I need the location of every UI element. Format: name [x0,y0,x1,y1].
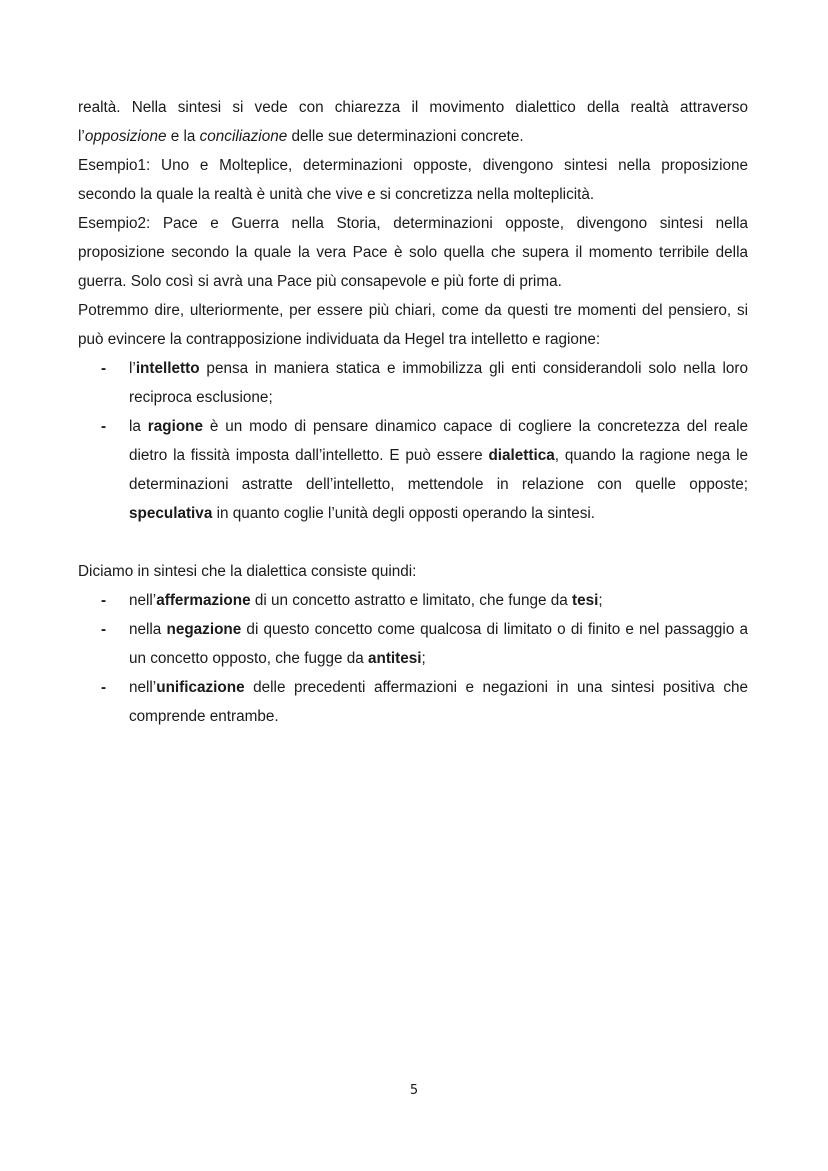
paragraph-example-1: Esempio1: Uno e Molteplice, determinazioni opposte, divengono sintesi nella proposizione secondo la quale la realtà è unità che vive e si concretizza nella molteplicità. [78,157,748,203]
bold-ragione: ragione [147,418,204,435]
dash-bullet: - [101,679,107,696]
bold-negazione: negazione [166,621,242,638]
dash-bullet: - [101,360,107,377]
text-span: realtà. Nella sintesi si vede con chiarezza il movimento dialettico della realtà attraverso l’ [78,99,748,145]
text-span: e la [166,128,200,145]
paragraph-example-2: Esempio2: Pace e Guerra nella Storia, determinazioni opposte, divengono sintesi nella proposizione secondo la quale la vera Pace è solo quella che supera il momento terribile della guerra. Solo così si avrà una Pace più consapevole e più forte di prima. [78,215,748,290]
text-span: delle sue determinazioni concrete. [287,128,524,145]
bold-speculativa: speculativa [129,505,213,522]
italic-conciliazione: conciliazione [199,128,288,145]
text-span: delle precedenti affermazioni e negazioni in una sintesi positiva che comprende entrambe. [129,679,748,725]
bold-antitesi: antitesi [367,650,422,667]
list-intellect-reason [78,354,748,528]
text-span: di un concetto astratto e limitato, che funge da [250,592,573,609]
dash-bullet: - [101,592,107,609]
list-dialectic-moments [78,586,748,731]
text-span: l’ [129,360,136,377]
text-span: in quanto coglie l’unità degli opposti operando la sintesi. [212,505,596,522]
text-span: ; [421,650,426,667]
text-span: la [129,418,148,435]
text-span: nella [129,621,167,638]
paragraph-intellect-reason: Potremmo dire, ulteriormente, per essere più chiari, come da questi tre momenti del pensiero, si può evincere la contrapposizione individuata da Hegel tra intelletto e ragione: [78,302,748,348]
text-span: , quando la ragione nega le determinazioni astratte dell’intelletto, mettendole in relazione con quelle opposte; [129,447,748,493]
italic-opposizione: opposizione [84,128,167,145]
text-span: nell’ [129,592,157,609]
text-span: ; [598,592,603,609]
bold-unificazione: unificazione [156,679,245,696]
paragraph-dialectic-intro: Diciamo in sintesi che la dialettica consiste quindi: [78,563,417,580]
bold-dialettica: dialettica [488,447,555,464]
text-span: nell’ [129,679,157,696]
list-item-affermazione [78,586,748,615]
bold-tesi: tesi [572,592,599,609]
list-item-unificazione [78,673,748,731]
text-span: pensa in maniera statica e immobilizza gli enti considerandoli solo nella loro reciproca esclusione; [129,360,748,406]
dash-bullet: - [101,418,107,435]
list-item-negazione [78,615,748,673]
bold-affermazione: affermazione [156,592,251,609]
list-item-ragione [78,412,748,528]
list-item-intelletto [78,354,748,412]
paragraph-synthesis [78,93,748,151]
bold-intelletto: intelletto [135,360,200,377]
spacer [78,528,748,557]
text-span: è un modo di pensare dinamico capace di cogliere la concretezza del reale dietro la fissità imposta dall’intelletto. E può essere [129,418,748,464]
page-body [78,93,748,731]
dash-bullet: - [101,621,107,638]
text-span: di questo concetto come qualcosa di limitato o di finito e nel passaggio a un concetto opposto, che fugge da [129,621,748,667]
page-number: 5 [409,1083,419,1098]
